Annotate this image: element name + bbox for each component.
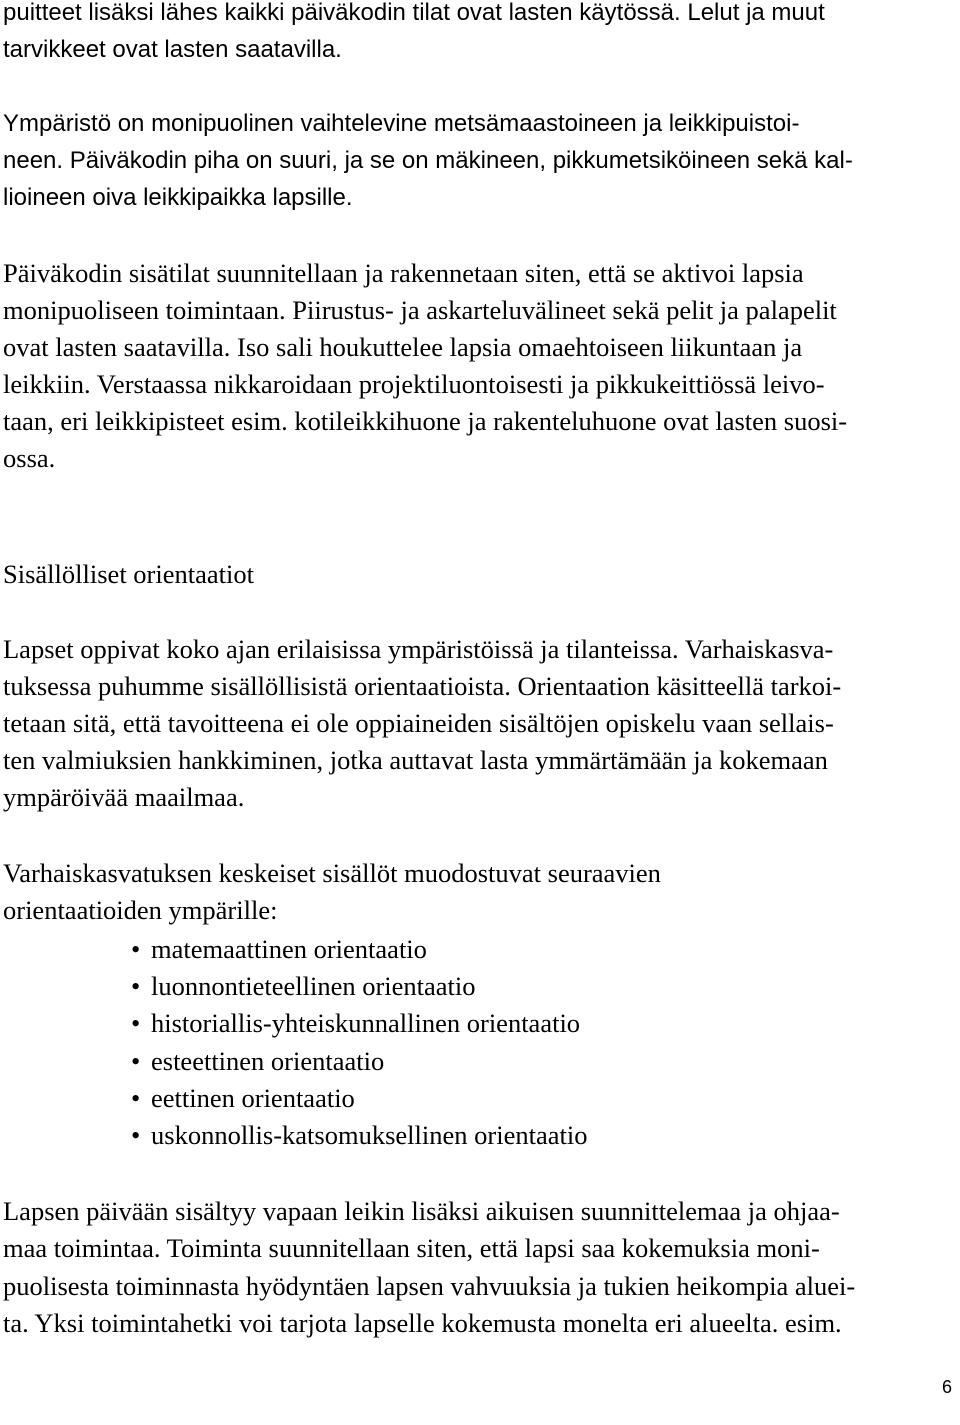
text-line: lioineen oiva leikkipaikka lapsille. (3, 184, 353, 211)
text-line: ossa. (3, 443, 56, 473)
list-item-label: historiallis-yhteiskunnallinen orientaatio (151, 1008, 581, 1038)
text-line: orientaatioiden ympärille: (3, 895, 278, 925)
text-line: Lapset oppivat koko ajan erilaisissa ympäristöissä ja tilanteissa. Varhaiskasva- (3, 634, 834, 664)
list-item-label: luonnontieteellinen orientaatio (151, 971, 476, 1001)
text-line: tarvikkeet ovat lasten saatavilla. (3, 36, 342, 63)
list-item-label: eettinen orientaatio (151, 1083, 355, 1113)
text-line: tetaan sitä, että tavoitteena ei ole oppiaineiden sisältöjen opiskelu vaan sellais- (3, 708, 834, 738)
text-line: tuksessa puhumme sisällöllisistä orientaatioista. Orientaation käsitteellä tarkoi- (3, 671, 842, 701)
text-line: puolisesta toiminnasta hyödyntäen lapsen vahvuuksia ja tukien heikompia aluei- (3, 1271, 856, 1301)
text-line: monipuoliseen toimintaan. Piirustus- ja askarteluvälineet sekä pelit ja palapelit (3, 295, 837, 325)
text-line: Ympäristö on monipuolinen vaihtelevine metsämaastoineen ja leikkipuistoi- (3, 110, 800, 137)
bullet-icon: • (131, 1008, 141, 1038)
text-line: leikkiin. Verstaassa nikkaroidaan projektiluontoisesti ja pikkukeittiössä leivo- (3, 369, 825, 399)
text-line: taan, eri leikkipisteet esim. kotileikkihuone ja rakenteluhuone ovat lasten suosi- (3, 406, 848, 436)
bullet-icon: • (131, 1083, 141, 1113)
list-item (131, 931, 427, 968)
text-line: ten valmiuksien hankkiminen, jotka auttavat lasta ymmärtämään ja kokemaan (3, 745, 828, 775)
text-line: Päiväkodin sisätilat suunnitellaan ja rakennetaan siten, että se aktivoi lapsia (3, 258, 804, 288)
text-line: ta. Yksi toimintahetki voi tarjota lapselle kokemusta monelta eri alueelta. esim. (3, 1308, 842, 1338)
list-item-label: uskonnollis-katsomuksellinen orientaatio (151, 1120, 588, 1150)
bullet-icon: • (131, 971, 141, 1001)
text-line: Lapsen päivään sisältyy vapaan leikin lisäksi aikuisen suunnittelemaa ja ohjaa- (3, 1196, 840, 1226)
section-heading: Sisällölliset orientaatiot (3, 559, 254, 589)
text-line: ovat lasten saatavilla. Iso sali houkuttelee lapsia omaehtoiseen liikuntaan ja (3, 332, 803, 362)
list-item (131, 1043, 384, 1080)
list-item-label: matemaattinen orientaatio (151, 934, 427, 964)
list-item (131, 968, 476, 1005)
bullet-icon: • (131, 1120, 141, 1150)
list-item (131, 1080, 355, 1117)
list-item (131, 1117, 587, 1154)
text-line: neen. Päiväkodin piha on suuri, ja se on mäkineen, pikkumetsiköineen sekä kal- (3, 147, 853, 174)
page-number: 6 (941, 1377, 952, 1397)
bullet-icon: • (131, 934, 141, 964)
text-line: ympäröivää maailmaa. (3, 782, 245, 812)
list-item-label: esteettinen orientaatio (151, 1046, 385, 1076)
bullet-icon: • (131, 1046, 141, 1076)
text-line: maa toimintaa. Toiminta suunnitellaan siten, että lapsi saa kokemuksia moni- (3, 1233, 820, 1263)
text-line: Varhaiskasvatuksen keskeiset sisällöt muodostuvat seuraavien (3, 858, 661, 888)
list-item (131, 1005, 580, 1042)
text-line: puitteet lisäksi lähes kaikki päiväkodin tilat ovat lasten käytössä. Lelut ja muut (3, 0, 825, 26)
